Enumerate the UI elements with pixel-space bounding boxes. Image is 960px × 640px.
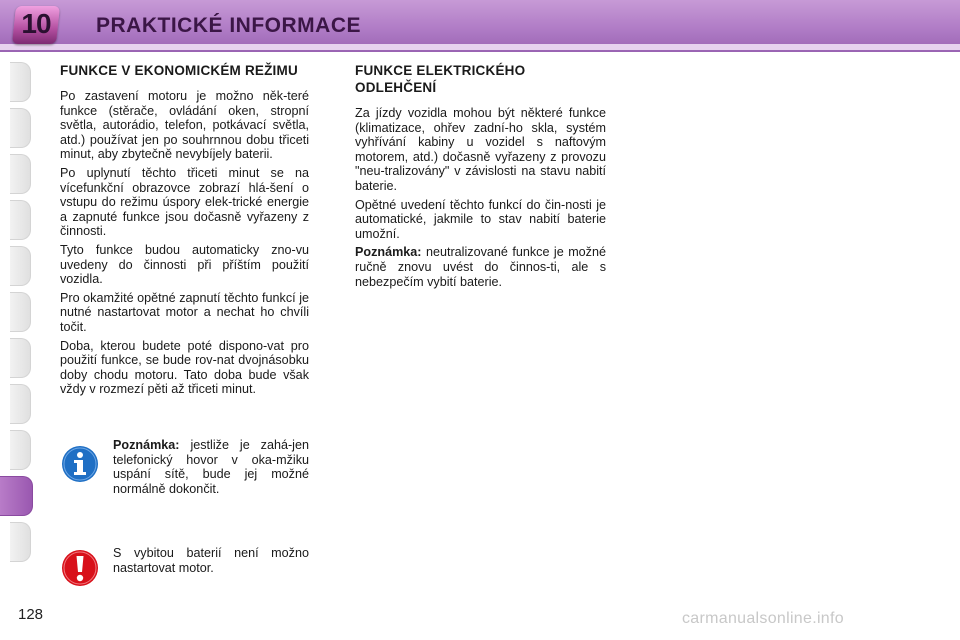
paragraph: Za jízdy vozidla mohou být některé funkce (klimatizace, ohřev zadní-ho skla, systém vyhřívání kabiny u vozidel s naftovým motorem, atd.) dočasně vyřazeny z provozu "neu-tralizovány" v závislosti na stavu nabití baterie.	[355, 106, 606, 193]
chapter-tab-4[interactable]	[10, 200, 31, 240]
info-note-text: jestliže je zahá-jen telefonický hovor v oka-mžiku uspání sítě, bude jej možné normálně dokončit.	[113, 438, 309, 496]
page-number: 128	[18, 606, 44, 623]
chapter-number: 10	[21, 8, 51, 39]
watermark: carmanualsonline.info	[682, 610, 844, 627]
paragraph: Pro okamžité opětné zapnutí těchto funkcí je nutné nastartovat motor a nechat ho chvíli točit.	[60, 290, 309, 334]
economy-mode-heading: FUNKCE V EKONOMICKÉM REŽIMU	[60, 63, 298, 78]
paragraph: Opětné uvedení těchto funkcí do čin-nosti je automatické, jakmile to stav nabití baterie umožní.	[355, 197, 606, 241]
warning-icon	[61, 549, 99, 587]
note-text: neutralizované funkce je možné ručně znovu uvést do činnos-ti, ale s nebezpečím vybití baterie.	[355, 245, 606, 289]
chapter-tab-9[interactable]	[10, 430, 31, 470]
electric-offload-section	[355, 62, 606, 293]
paragraph: Po zastavení motoru je možno něk-teré funkce (stěrače, ovládání oken, stropní světla, autorádio, telefon, potkávací světla, atd.) používat jen po souhrnnou dobu třiceti minut, aby zbytečně nevybíjely baterii.	[60, 89, 309, 162]
paragraph: Po uplynutí těchto třiceti minut se na vícefunkční obrazovce zobrazí hlá-šení o vstupu do režimu úspory elek-trické energie a zapnuté funkce jsou dočasně vyřazeny z činnosti.	[60, 165, 309, 239]
note-label: Poznámka:	[113, 438, 180, 452]
note-label: Poznámka:	[355, 245, 422, 260]
economy-mode-section	[60, 62, 309, 401]
chapter-tab-1[interactable]	[10, 62, 31, 102]
chapter-tab-2[interactable]	[10, 108, 31, 148]
chapter-tab-10-active[interactable]	[0, 476, 33, 516]
paragraph: Tyto funkce budou automaticky zno-vu uvedeny do činnosti při příštím použití vozidla.	[60, 242, 309, 287]
chapter-tab-7[interactable]	[10, 338, 31, 378]
paragraph: Doba, kterou budete poté dispono-vat pro použití funkce, se bude rov-nat dvojnásobku doby chodu motoru. Tato doba bude však vždy v rozmezí pěti až třiceti minut.	[60, 338, 309, 397]
note-paragraph	[355, 245, 606, 289]
info-note	[113, 438, 309, 496]
chapter-tab-11[interactable]	[10, 522, 31, 562]
electric-offload-heading: FUNKCE ELEKTRICKÉHO ODLEHČENÍ	[355, 63, 526, 95]
chapter-tab-8[interactable]	[10, 384, 31, 424]
chapter-tab-5[interactable]	[10, 246, 31, 286]
chapter-tab-3[interactable]	[10, 154, 31, 194]
info-icon	[61, 445, 99, 483]
warning-note: S vybitou baterií není možno nastartovat motor.	[113, 546, 309, 575]
chapter-tab-6[interactable]	[10, 292, 31, 332]
header-stripe	[0, 44, 960, 50]
page-title: PRAKTICKÉ INFORMACE	[96, 14, 361, 37]
chapter-tabs	[0, 62, 34, 582]
